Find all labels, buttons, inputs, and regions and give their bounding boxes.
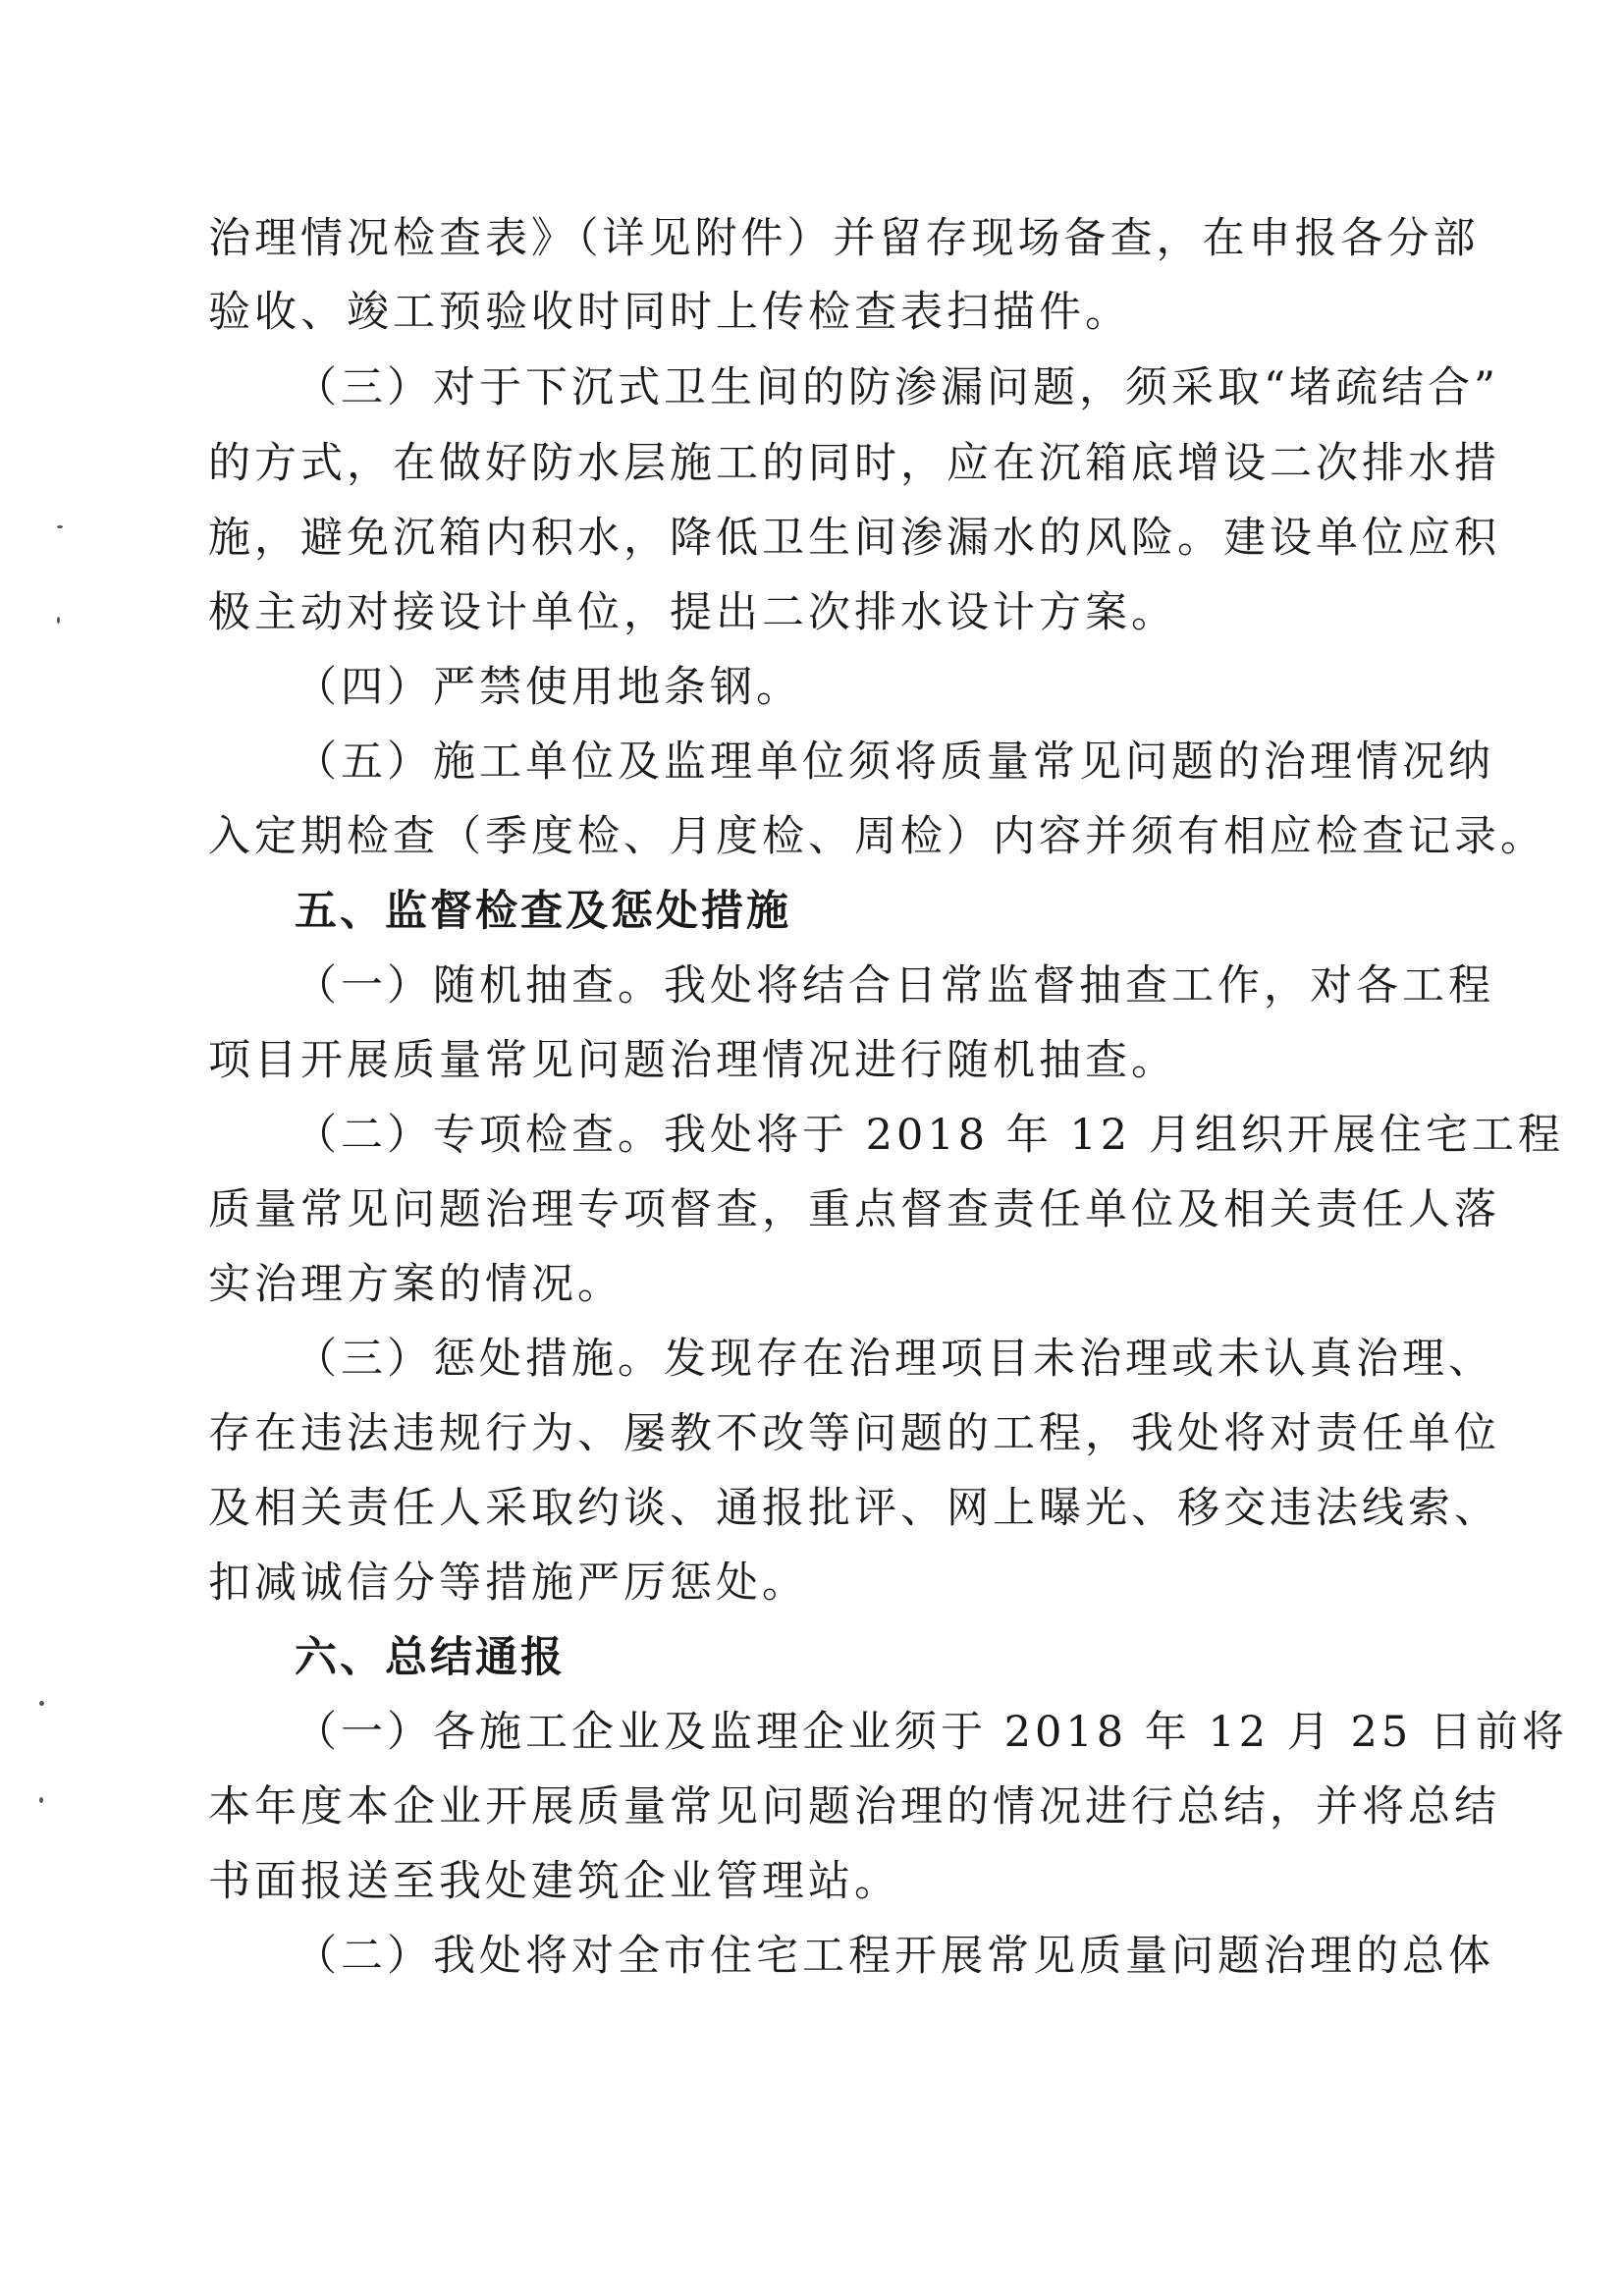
scan-speck — [39, 1797, 43, 1803]
paragraph-first-line: （五）施工单位及监理单位须将质量常见问题的治理情况纳 — [295, 738, 1494, 787]
body-text-line: 本年度本企业开展质量常见问题治理的情况进行总结，并将总结 — [208, 1782, 1500, 1831]
body-text-line: 书面报送至我处建筑企业管理站。 — [208, 1857, 900, 1906]
body-text-line: 项目开展质量常见问题治理情况进行随机抽查。 — [208, 1036, 1177, 1085]
scan-speck — [39, 1701, 44, 1706]
body-text-line: 极主动对接设计单位，提出二次排水设计方案。 — [208, 588, 1177, 637]
body-text-line: 入定期检查（季度检、月度检、周检）内容并须有相应检查记录。 — [208, 812, 1546, 861]
body-text-line: 的方式，在做好防水层施工的同时，应在沉箱底增设二次排水措 — [208, 439, 1500, 488]
paragraph-first-line: （一）各施工企业及监理企业须于 2018 年 12 月 25 日前将 — [295, 1708, 1568, 1757]
body-text-line: 验收、竣工预验收时同时上传检查表扫描件。 — [208, 288, 1131, 337]
section-heading: 六、总结通报 — [295, 1633, 566, 1682]
paragraph-first-line: （四）严禁使用地条钢。 — [295, 663, 802, 712]
paragraph-first-line: （二）我处将对全市住宅工程开展常见质量问题治理的总体 — [295, 1932, 1494, 1981]
body-text-line: 存在违法违规行为、屡教不改等问题的工程，我处将对责任单位 — [208, 1409, 1500, 1458]
body-text-line: 扣减诚信分等措施严厉惩处。 — [208, 1558, 808, 1608]
paragraph-first-line: （三）惩处措施。发现存在治理项目未治理或未认真治理、 — [295, 1335, 1494, 1384]
body-text-line: 施，避免沉箱内积水，降低卫生间渗漏水的风险。建设单位应积 — [208, 514, 1500, 563]
paragraph-first-line: （二）专项检查。我处将于 2018 年 12 月组织开展住宅工程 — [295, 1111, 1564, 1160]
scan-speck — [57, 617, 60, 624]
section-heading: 五、监督检查及惩处措施 — [295, 887, 791, 936]
body-text-line: 实治理方案的情况。 — [208, 1260, 623, 1309]
body-text-line: 治理情况检查表》（详见附件）并留存现场备查，在申报各分部 — [208, 214, 1480, 263]
body-text-line: 及相关责任人采取约谈、通报批评、网上曝光、移交违法线索、 — [208, 1484, 1500, 1533]
scan-speck — [57, 525, 63, 528]
paragraph-first-line: （一）随机抽查。我处将结合日常监督抽查工作，对各工程 — [295, 961, 1494, 1011]
body-text-line: 质量常见问题治理专项督查，重点督查责任单位及相关责任人落 — [208, 1185, 1500, 1234]
paragraph-first-line: （三）对于下沉式卫生间的防渗漏问题，须采取“堵疏结合” — [295, 363, 1499, 412]
